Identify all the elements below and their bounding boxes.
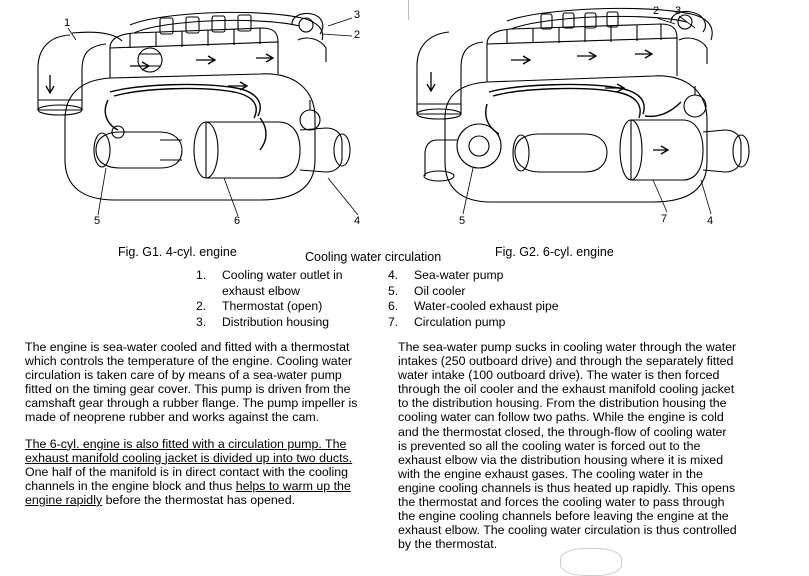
underlined-text-a: The 6-cyl. engine is also fitted with a circulation pump. The exhaust manifold cooling jacket is divided up into two ducts. bbox=[25, 436, 353, 465]
mid-text: One half of the manifold is in direct contact with the cooling channels in the engine block and thus bbox=[25, 464, 349, 493]
legend-label: Sea-water pump bbox=[414, 268, 504, 282]
legend-item bbox=[388, 284, 559, 300]
callout-6: 6 bbox=[234, 215, 241, 227]
legend-number: 4. bbox=[388, 268, 399, 282]
legend-item bbox=[388, 299, 559, 315]
callout-3: 3 bbox=[354, 9, 361, 21]
legend-number: 3. bbox=[196, 314, 207, 329]
legend-number: 6. bbox=[388, 299, 399, 313]
legend-label-line1: Cooling water outlet in bbox=[222, 268, 343, 282]
body-text-region bbox=[0, 340, 809, 573]
legend-label: Distribution housing bbox=[222, 314, 330, 329]
legend-label-line2: exhaust elbow bbox=[222, 283, 300, 298]
engine-6cyl-svg bbox=[395, 0, 755, 235]
legend-item bbox=[196, 268, 343, 299]
legend-item bbox=[388, 315, 559, 331]
legend-item bbox=[196, 299, 343, 315]
callout-1: 1 bbox=[64, 17, 71, 29]
right-text-column bbox=[398, 340, 738, 563]
legend-label: Oil cooler bbox=[414, 283, 466, 298]
figure-6cyl-engine-diagram bbox=[395, 0, 755, 235]
legend-number: 5. bbox=[388, 283, 399, 298]
cooling-water-circulation-title: Cooling water circulation bbox=[305, 250, 442, 264]
paragraph-water-flow: The sea-water pump sucks in cooling water through the water intakes (250 outboard drive) and through the separately fitted water intake (100 outboard drive). The water is then forced through the oil cooler and the exhaust manifold cooling jacket to the distribution housing. From the distribution housing the cooling water can follow two paths. While the engine is cold and the thermostat closed, the through-flow of cooling water is prevented so all the cooling water is forced out to the exhaust elbow via the distribution housing where it is mixed with the engine exhaust gases. The cooling water in the engine cooling channels is thus heated up rapidly. This opens the thermostat and forces the cooling water to pass through the engine cooling channels before leaving the engine at the exhaust elbow. The cooling water circulation is thus controlled by the thermostat. bbox=[398, 340, 737, 552]
figure-left-caption: Fig. G1. 4-cyl. engine bbox=[118, 245, 237, 259]
figure-4cyl-engine-diagram bbox=[10, 0, 385, 235]
callout-7: 7 bbox=[661, 213, 668, 225]
legend-items-4-7 bbox=[388, 268, 559, 330]
engine-4cyl-svg bbox=[10, 0, 385, 235]
figures-region bbox=[0, 0, 809, 264]
end-text: before the thermostat has opened. bbox=[102, 492, 296, 507]
callout-3: 3 bbox=[675, 5, 682, 17]
legend-label: Water-cooled exhaust pipe bbox=[414, 299, 559, 313]
legend-item bbox=[196, 315, 343, 331]
callout-4: 4 bbox=[707, 215, 714, 227]
callout-5: 5 bbox=[459, 215, 466, 227]
underlined-text-b: helps to warm up the engine rapidly bbox=[25, 478, 351, 507]
left-text-column bbox=[25, 340, 370, 519]
legend-label: Thermostat (open) bbox=[222, 299, 323, 313]
figure-right-caption: Fig. G2. 6-cyl. engine bbox=[495, 245, 614, 259]
legend-number: 7. bbox=[388, 314, 399, 329]
callout-2: 2 bbox=[354, 29, 361, 41]
callout-4: 4 bbox=[354, 215, 361, 227]
callout-5: 5 bbox=[94, 215, 101, 227]
legend-number: 2. bbox=[196, 299, 207, 313]
callout-2: 2 bbox=[653, 5, 660, 17]
legend-number: 1. bbox=[196, 268, 207, 282]
legend-items-1-3 bbox=[196, 268, 343, 330]
legend-label: Circulation pump bbox=[414, 314, 506, 329]
paragraph-engine-description: The engine is sea-water cooled and fitted with a thermostat which controls the temperature of the engine. Cooling water circulation is taken care of by means of a sea-water pump fitted on the timing gear cover. This pump is driven from the camshaft gear through a rubber flange. The pump impeller is made of neoprene rubber and works against the cam. bbox=[25, 340, 358, 425]
legend-item bbox=[388, 268, 559, 284]
legend-label bbox=[222, 268, 343, 299]
paragraph-6cyl-description bbox=[25, 437, 370, 507]
